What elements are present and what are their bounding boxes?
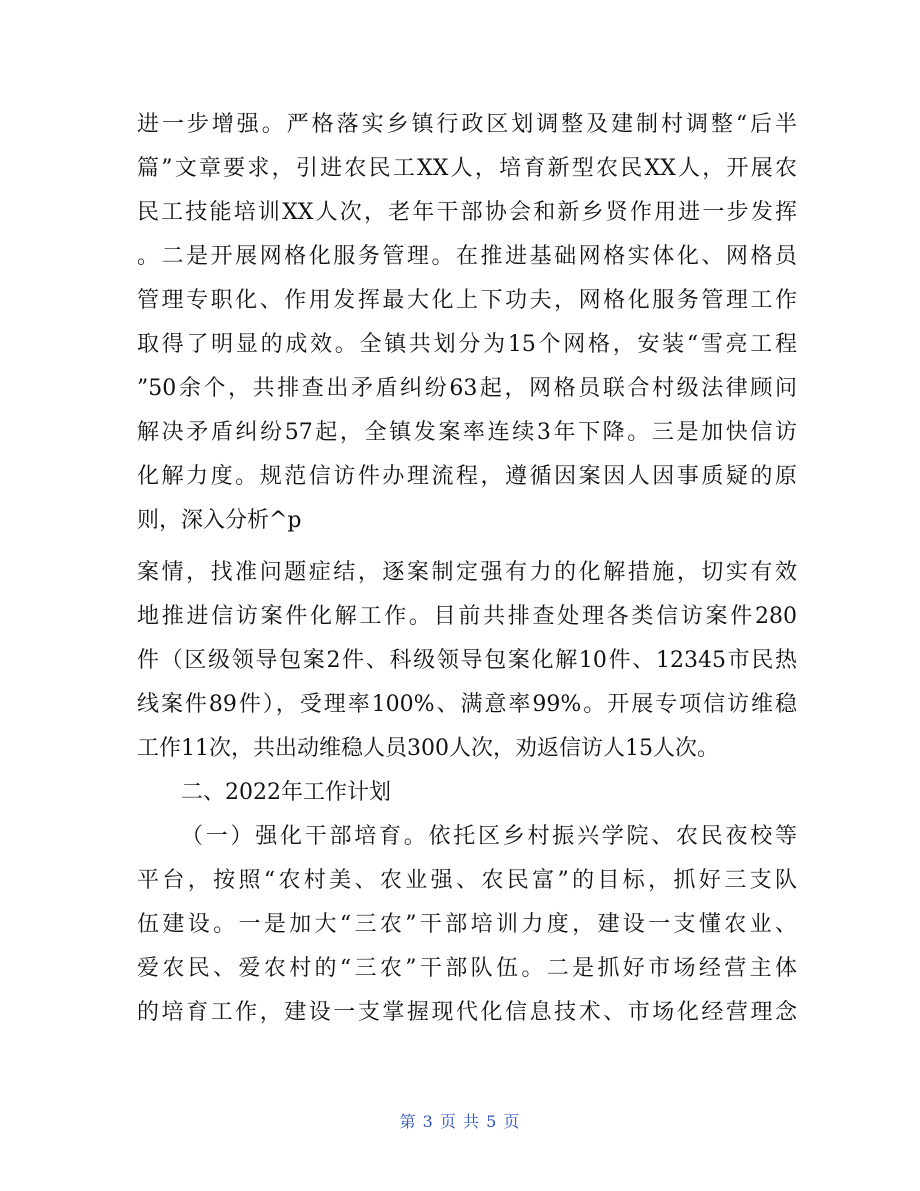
body-line: 平台，按照“农村美、农业强、农民富”的目标，抓好三支队 xyxy=(137,868,797,893)
body-line: 管理专职化、作用发挥最大化上下功夫，网格化服务管理工作 xyxy=(137,288,797,313)
body-line: 解决矛盾纠纷57起，全镇发案率连续3年下降。三是加快信访 xyxy=(137,420,797,445)
body-line: 民工技能培训XX人次，老年干部协会和新乡贤作用进一步发挥 xyxy=(137,200,797,225)
body-line: 。二是开展网格化服务管理。在推进基础网格实体化、网格员 xyxy=(137,244,797,269)
body-line: 爱农民、爱农村的“三农”干部队伍。二是抓好市场经营主体 xyxy=(137,956,797,981)
body-line: 件（区级领导包案2件、科级领导包案化解10件、12345市民热 xyxy=(137,648,797,673)
body-line: 案情，找准问题症结，逐案制定强有力的化解措施，切实有效 xyxy=(137,560,797,585)
page-number-footer: 第 3 页 共 5 页 xyxy=(399,1112,521,1131)
body-line: 线案件89件），受理率100%、满意率99%。开展专项信访维稳 xyxy=(137,692,797,717)
body-line: 取得了明显的成效。全镇共划分为15个网格，安装“雪亮工程 xyxy=(137,332,797,357)
body-line: （一）强化干部培育。依托区乡村振兴学院、农民夜校等 xyxy=(181,824,797,849)
body-line: 地推进信访案件化解工作。目前共排查处理各类信访案件280 xyxy=(137,604,797,629)
body-line: ”50余个，共排查出矛盾纠纷63起，网格员联合村级法律顾问 xyxy=(137,376,797,401)
section-heading: 二、2022年工作计划 xyxy=(181,780,391,805)
body-line: 进一步增强。严格落实乡镇行政区划调整及建制村调整“后半 xyxy=(137,112,797,137)
body-line: 则，深入分析^p xyxy=(137,508,302,533)
body-line: 化解力度。规范信访件办理流程，遵循因案因人因事质疑的原 xyxy=(137,464,797,489)
body-line: 工作11次，共出动维稳人员300人次，劝返信访人15人次。 xyxy=(137,736,719,761)
body-line: 篇”文章要求，引进农民工XX人，培育新型农民XX人，开展农 xyxy=(137,156,797,181)
body-line: 的培育工作，建设一支掌握现代化信息技术、市场化经营理念 xyxy=(137,1000,797,1025)
body-line: 伍建设。一是加大“三农”干部培训力度，建设一支懂农业、 xyxy=(137,912,797,937)
